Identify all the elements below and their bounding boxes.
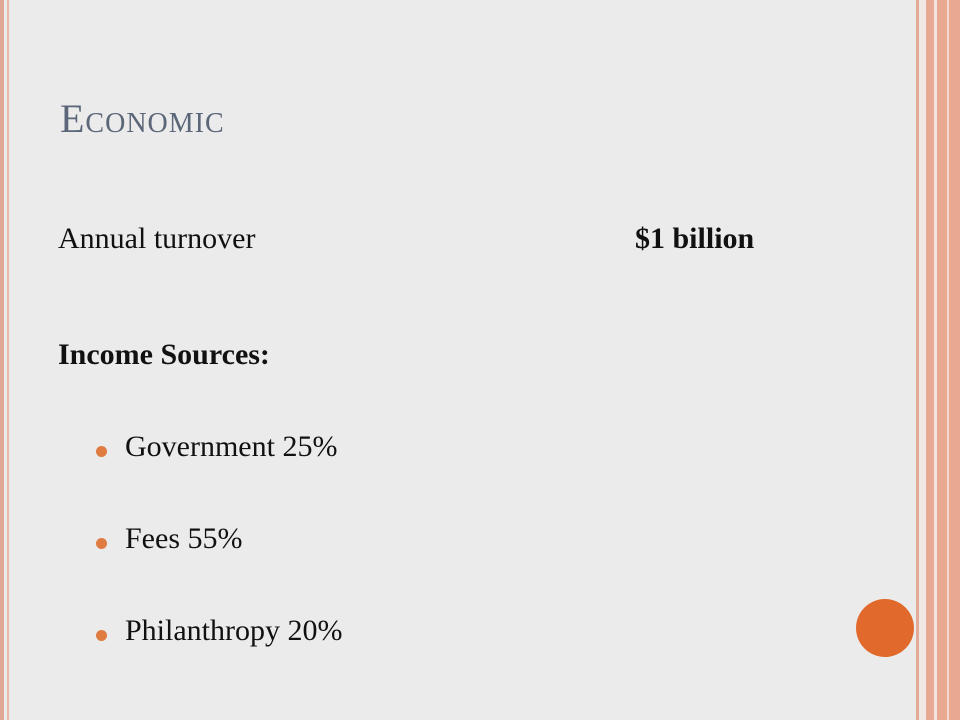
left-border-line [0,0,4,720]
bullet-icon [96,446,107,457]
income-source-label: Philanthropy 20% [125,614,343,647]
bullet-icon [96,538,107,549]
annual-turnover-value: $1 billion [635,222,755,255]
decorative-circle-icon [856,599,914,657]
income-sources-heading: Income Sources: [58,338,270,371]
right-border-gap [919,0,926,720]
right-border-highlight [947,0,949,720]
income-source-label: Government 25% [125,430,338,463]
left-border-line-inner [7,0,9,720]
slide-title: Economic [60,96,225,141]
right-border-stripe [926,0,934,720]
income-source-label: Fees 55% [125,522,243,555]
annual-turnover-label: Annual turnover [58,222,256,255]
bullet-icon [96,630,107,641]
